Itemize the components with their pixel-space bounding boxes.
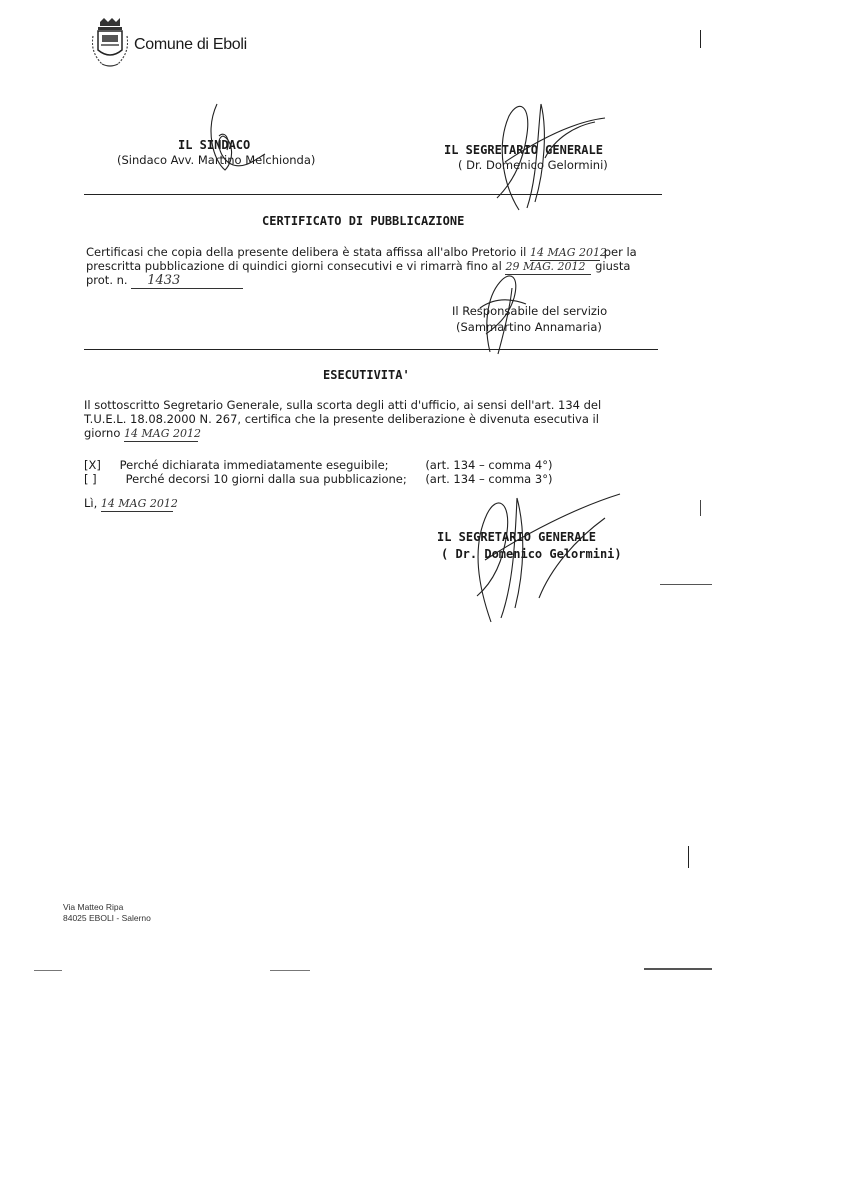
publication-end-date: 29 MAG. 2012 [505,260,591,275]
separator-line [84,194,662,195]
address-line-1: Via Matteo Ripa [63,902,124,912]
executivity-line-2: T.U.E.L. 18.08.2000 N. 267, certifica che la presente deliberazione è divenuta esecutiva il [84,412,599,426]
option-immediate-checkbox: [X] [84,458,101,472]
option-immediate-ref: (art. 134 – comma 4°) [425,458,553,472]
certificate-heading: CERTIFICATO DI PUBBLICAZIONE [262,214,465,228]
scan-mark [270,970,310,971]
mayor-title: IL SINDACO [178,138,251,152]
option-immediate [84,458,552,472]
protocol-label: prot. n. [86,273,128,287]
scan-mark [660,584,712,585]
secretary-name-top: ( Dr. Domenico Gelormini) [458,158,608,172]
secretary-title-top: IL SEGRETARIO GENERALE [444,143,603,157]
secretary-signature-top [475,98,625,216]
place-date: 14 MAG 2012 [100,497,178,510]
municipality-name: Comune di Eboli [134,36,247,53]
executivity-heading: ESECUTIVITA' [323,368,410,382]
scan-mark [700,30,701,48]
separator-line [84,349,658,350]
municipal-crest-logo [92,18,128,68]
option-deferred-checkbox: [ ] [84,472,97,486]
option-immediate-text: Perché dichiarata immediatamente eseguibile; [119,458,389,472]
mayor-name: (Sindaco Avv. Martino Melchionda) [117,153,316,167]
executivity-line-3 [84,426,202,442]
executivity-line-1: Il sottoscritto Segretario Generale, sulla scorta degli atti d'ufficio, ai sensi dell'art. 134 del [84,398,602,412]
responsible-name: (Sammartino Annamaria) [456,320,602,334]
option-deferred-text: Perché decorsi 10 giorni dalla sua pubblicazione; [125,472,407,486]
place-date-line [84,496,178,512]
address-line-2: 84025 EBOLI - Salerno [63,913,151,923]
certificate-line-3 [86,273,243,289]
scan-mark [688,846,689,868]
scan-mark [644,968,712,970]
certificate-line-2-text: prescritta pubblicazione di quindici giorni consecutivi e vi rimarrà fino al [86,259,502,273]
executivity-date: 14 MAG 2012 [124,427,202,440]
publication-date: 14 MAG 2012 [530,246,608,259]
scan-mark [34,970,62,971]
responsible-title: Il Responsabile del servizio [452,304,608,318]
option-deferred [84,472,552,486]
secretary-name-bottom: ( Dr. Domenico Gelormini) [441,547,622,561]
place-label: Lì, [84,496,98,510]
option-deferred-ref: (art. 134 – comma 3°) [425,472,553,486]
scan-mark [700,500,701,516]
secretary-title-bottom: IL SEGRETARIO GENERALE [437,530,596,544]
certificate-line-1-text: Certificasi che copia della presente delibera è stata affissa all'albo Pretorio il [86,245,527,259]
certificate-line-2-end: giusta [595,259,631,273]
protocol-number: 1433 [131,274,243,289]
certificate-line-1-end: per la [603,245,637,259]
executivity-day-label: giorno [84,426,121,440]
